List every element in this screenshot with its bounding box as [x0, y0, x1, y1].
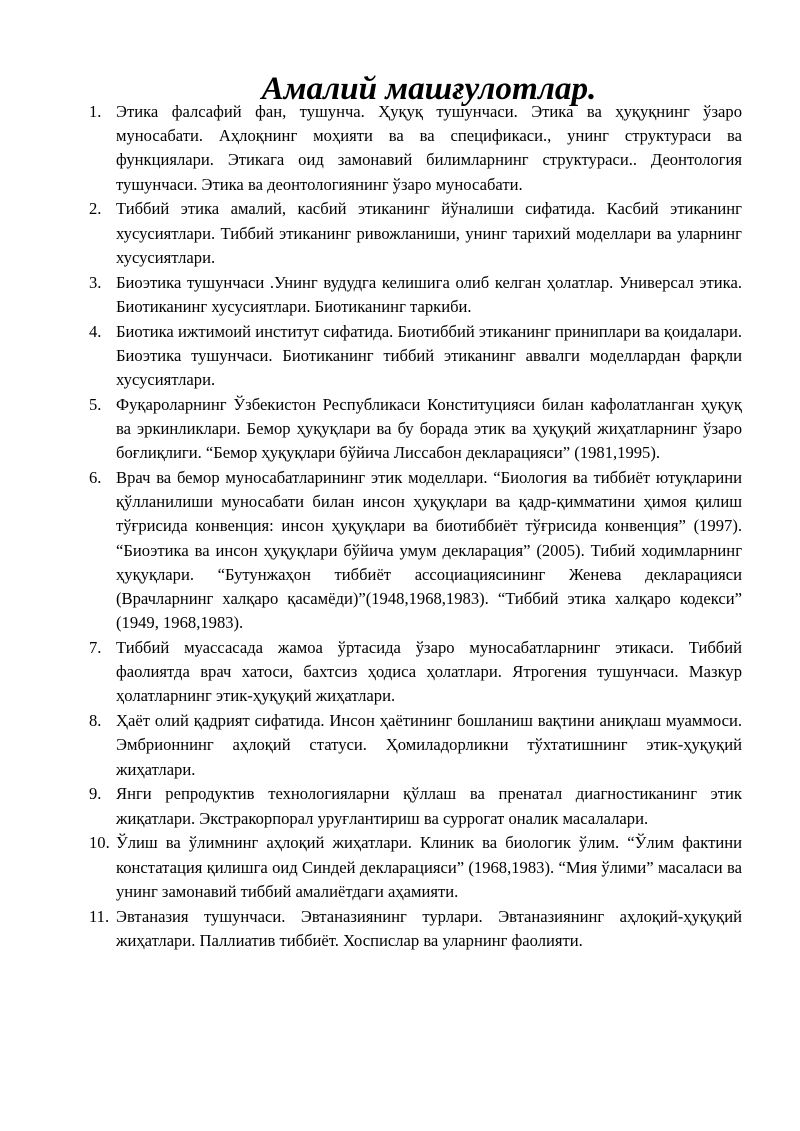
list-item: [0, 905, 800, 953]
list-item-text: Янги репродуктив технологияларни қўллаш ва пренатал диагностиканинг этик жиқатлари. Экстракорпорал уруғлантириш ва суррогат оналик масалалари.: [116, 784, 742, 828]
list-item-text: Врач ва бемор муносабатларининг этик моделлари. “Биология ва тиббиёт ютуқларини қўлланилиши муносабати билан инсон ҳуқуқлари ва қадр-қимматини ҳимоя қилиш тўғрисида конвенция: инсон ҳуқуқлари ва биотиббиёт тўғрисида конвенция” (1997). “Биоэтика ва инсон ҳуқуқлари бўйича умум декларация” (2005). Тибий ходимларнинг ҳуқуқлари. “Бутунжаҳон тиббиёт ассоциациясининг Женева декларацияси (Врачларнинг халқаро қасамёди)”(1948,1968,1983). “Тиббий этика халқаро кодекси” (1949, 1968,1983).: [116, 468, 742, 633]
list-item: [0, 831, 800, 904]
list-item-number: 5.: [89, 394, 102, 414]
list-item-text: Ўлиш ва ўлимнинг аҳлоқий жиҳатлари. Клиник ва биологик ўлим. “Ўлим фактини констатация қилишга оид Синдей декларацияси” (1968,1983). “Мия ўлими” масаласи ва унинг замонавий тиббий амалиётдаги аҳамияти.: [116, 833, 742, 901]
list-item: [0, 709, 800, 782]
list-item-number: 6.: [89, 468, 102, 488]
list-item-text: Ҳаёт олий қадрият сифатида. Инсон ҳаётининг бошланиш вақтини аниқлаш муаммоси. Эмбрионнинг аҳлоқий статуси. Ҳомиладорликни тўхтатишнинг этик-ҳуқуқий жиҳатлари.: [116, 711, 742, 779]
list-item: [0, 271, 800, 319]
topics-list: [0, 100, 800, 954]
list-item-text: Этика фалсафий фан, тушунча. Ҳуқуқ тушунчаси. Этика ва ҳуқуқнинг ўзаро муносабати. Аҳлоқнинг моҳияти ва ва спецификаси., унинг структураси ва функциялари. Этикага оид замонавий билимларнинг структураси.. Деонтология тушунчаси. Этика ва деонтологиянинг ўзаро муносабати.: [116, 102, 742, 194]
list-item: [0, 320, 800, 393]
list-item-text: Фуқароларнинг Ўзбекистон Республикаси Конституцияси билан кафолатланган ҳуқуқ ва эркинликлари. Бемор ҳуқуқлари ва бу борада этик ва ҳуқуқий жиҳатларнинг ўзаро боғлиқлиги. “Бемор ҳуқуқлари бўйича Лиссабон декларацияси” (1981,1995).: [116, 394, 742, 463]
list-item-text: Биотика ижтимоий институт сифатида. Биотиббий этиканинг приниплари ва қоидалари. Биоэтика тушунчаси. Биотиканинг тиббий этиканинг аввалги моделлардан фарқли хусусиятлари.: [116, 321, 742, 390]
list-item: [0, 466, 800, 635]
list-item: [0, 782, 800, 830]
list-item: [0, 100, 800, 197]
list-item-text: Тиббий муассасада жамоа ўртасида ўзаро муносабатларнинг этикаси. Тиббий фаолиятда врач хатоси, бахтсиз ҳодиса ҳолатлари. Ятрогения тушунчаси. Мазкур ҳолатларнинг этик-ҳуқуқий жиҳатлари.: [116, 638, 742, 706]
list-item-text: Эвтаназия тушунчаси. Эвтаназиянинг турлари. Эвтаназиянинг аҳлоқий-ҳуқуқий жиҳатлари. Паллиатив тиббиёт. Хоспислар ва уларнинг фаолияти.: [116, 906, 742, 950]
list-item-text: Биоэтика тушунчаси .Унинг вудудга келишига олиб келган ҳолатлар. Универсал этика. Биотиканинг хусусиятлари. Биотиканинг таркиби.: [116, 272, 742, 316]
page-title: Амалий машғулотлар.: [261, 70, 597, 107]
list-item-text: Тиббий этика амалий, касбий этиканинг йўналиши сифатида. Касбий этиканинг хусусиятлари. Тиббий этиканинг ривожланиши, унинг тарихий моделлари ва уларнинг хусусиятлари.: [116, 199, 742, 267]
list-item-number: 8.: [89, 711, 102, 731]
list-item-number: 1.: [89, 102, 102, 121]
list-item-number: 9.: [89, 784, 102, 804]
list-item-number: 7.: [89, 638, 102, 658]
list-item-number: 2.: [89, 199, 102, 219]
list-item-number: 11.: [89, 906, 110, 926]
list-item-number: 10.: [89, 833, 110, 853]
list-item: [0, 197, 800, 270]
list-item: [0, 636, 800, 709]
list-item: [0, 393, 800, 466]
list-item-number: 3.: [89, 272, 102, 292]
list-item-number: 4.: [89, 321, 102, 341]
